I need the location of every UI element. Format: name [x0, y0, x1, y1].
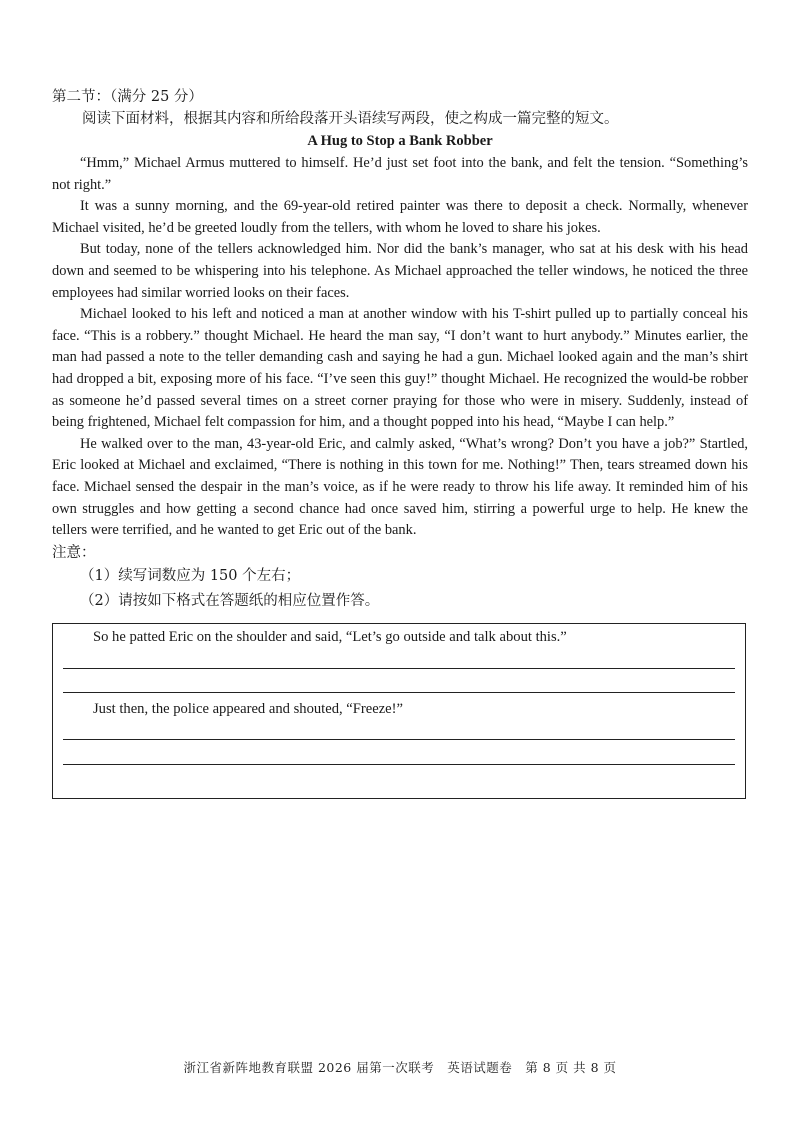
writing-line[interactable]	[63, 668, 735, 669]
task-instruction: 阅读下面材料，根据其内容和所给段落开头语续写两段，使之构成一篇完整的短文。	[82, 111, 619, 127]
opening-sentence-1: So he patted Eric on the shoulder and said, “Let’s go outside and talk about this.”	[93, 629, 567, 645]
passage-paragraph-4: Michael looked to his left and noticed a man at another window with his T-shirt pulled up to partially conceal his face. “This is a robbery.” thought Michael. He heard the man say, “I don’t want to hurt anybody.” Minutes earlier, the man had passed a note to the teller demanding cash and saying he had a gun. Michael looked again and the man’s shirt had dropped a bit, exposing more of his face. “I’ve seen this guy!” thought Michael. He recognized the would-be robber as someone he’d passed several times on a street corner praying for those who were in misery. Suddenly, instead of being frightened, Michael felt compassion for him, and a thought popped into his head, “Maybe I can help.”	[52, 306, 748, 431]
passage-paragraph-3: But today, none of the tellers acknowledged him. Nor did the bank’s manager, who sat at his desk with his head down and seemed to be whispering into his telephone. As Michael approached the teller windows, he noticed the three employees had similar worried looks on their faces.	[52, 241, 748, 301]
notes-heading: 注意：	[52, 544, 96, 561]
answer-box	[52, 623, 746, 799]
section-heading: 第二节：（满分 25 分）	[52, 89, 203, 105]
passage-paragraph-1: “Hmm,” Michael Armus muttered to himself. He’d just set foot into the bank, and felt the tension. “Something’s not right.”	[52, 155, 748, 193]
page-footer: 浙江省新阵地教育联盟 2026 届第一次联考 英语试题卷 第 8 页 共 8 页	[183, 1060, 617, 1075]
writing-line[interactable]	[63, 692, 735, 693]
passage-paragraph-5: He walked over to the man, 43-year-old Eric, and calmly asked, “What’s wrong? Don’t you have a job?” Startled, Eric looked at Michael and exclaimed, “There is nothing in this town for me. Nothing!” Then, tears streamed down his face. Michael sensed the despair in the man’s voice, as if he were ready to throw his life away. It reminded him of his own struggles and how getting a second chance had once saved him, stirring a powerful urge to help. He knew the tellers were terrified, and he wanted to get Eric out of the bank.	[52, 435, 748, 539]
document-page	[52, 86, 748, 614]
passage-paragraph-2: It was a sunny morning, and the 69-year-old retired painter was there to deposit a check. Normally, whenever Michael visited, he’d be greeted loudly from the tellers, with whom he loved to share his jokes.	[52, 198, 748, 236]
writing-line[interactable]	[63, 739, 735, 740]
opening-sentence-2: Just then, the police appeared and shouted, “Freeze!”	[93, 701, 403, 717]
note-item-1: （1）续写词数应为 150 个左右；	[80, 567, 301, 584]
passage-title: A Hug to Stop a Bank Robber	[307, 133, 493, 149]
note-item-2: （2）请按如下格式在答题纸的相应位置作答。	[80, 592, 380, 609]
writing-line[interactable]	[63, 764, 735, 765]
